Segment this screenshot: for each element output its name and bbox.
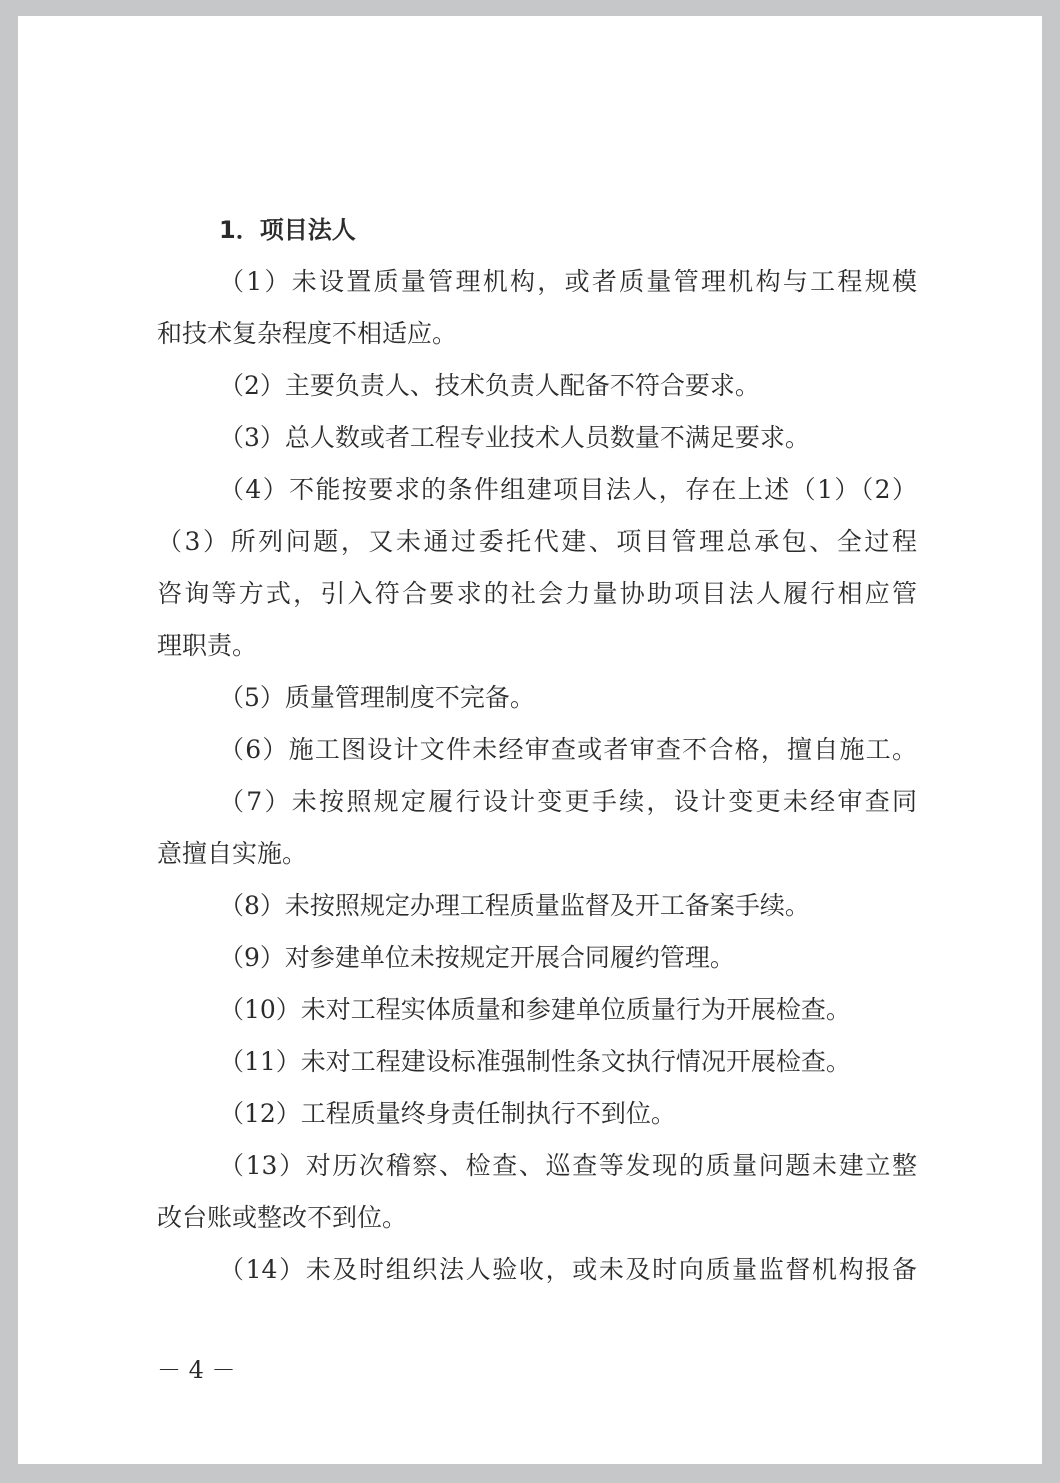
paragraph-line: （12）工程质量终身责任制执行不到位。 <box>219 1099 676 1128</box>
paragraph-line: （8）未按照规定办理工程质量监督及开工备案手续。 <box>219 891 810 920</box>
paragraph-line: （14）未及时组织法人验收，或未及时向质量监督机构报备 <box>219 1255 917 1284</box>
paragraph-line: （4）不能按要求的条件组建项目法人，存在上述（1）（2） <box>219 475 917 504</box>
paragraph-line: 咨询等方式，引入符合要求的社会力量协助项目法人履行相应管 <box>157 579 917 608</box>
paragraph-line: 意擅自实施。 <box>157 839 308 868</box>
paragraph-line: （3）所列问题，又未通过委托代建、项目管理总承包、全过程 <box>157 527 917 556</box>
section-heading: 1．项目法人 <box>219 216 356 244</box>
document-page <box>18 16 1042 1464</box>
paragraph-line: （6）施工图设计文件未经审查或者审查不合格，擅自施工。 <box>219 735 917 764</box>
paragraph-line: （9）对参建单位未按规定开展合同履约管理。 <box>219 943 735 972</box>
paragraph-line: （2）主要负责人、技术负责人配备不符合要求。 <box>219 371 760 400</box>
paragraph-line: 理职责。 <box>157 631 258 660</box>
paragraph-line: 和技术复杂程度不相适应。 <box>157 319 458 348</box>
paragraph-line: （3）总人数或者工程专业技术人员数量不满足要求。 <box>219 423 810 452</box>
paragraph-line: （11）未对工程建设标准强制性条文执行情况开展检查。 <box>219 1047 851 1076</box>
paragraph-line: （1）未设置质量管理机构，或者质量管理机构与工程规模 <box>219 267 917 296</box>
page-number: － 4 － <box>157 1356 236 1384</box>
paragraph-line: （7）未按照规定履行设计变更手续，设计变更未经审查同 <box>219 787 917 816</box>
paragraph-line: （5）质量管理制度不完备。 <box>219 683 535 712</box>
paragraph-line: （10）未对工程实体质量和参建单位质量行为开展检查。 <box>219 995 851 1024</box>
paragraph-line: 改台账或整改不到位。 <box>157 1203 408 1232</box>
paragraph-line: （13）对历次稽察、检查、巡查等发现的质量问题未建立整 <box>219 1151 917 1180</box>
